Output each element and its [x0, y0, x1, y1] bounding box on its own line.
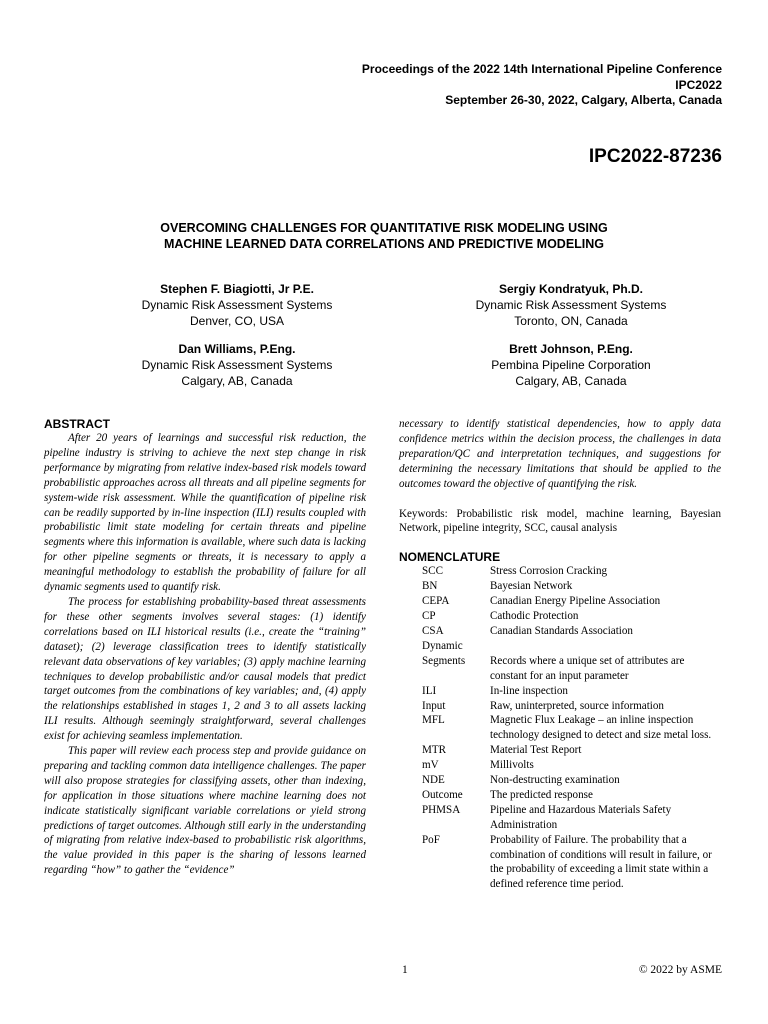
right-column	[399, 417, 721, 892]
nomenclature-heading: NOMENCLATURE	[399, 550, 501, 565]
nomenclature-definition: Magnetic Flux Leakage – an inline inspection technology designed to detect and size metal loss.	[490, 714, 712, 742]
author-name: Sergiy Kondratyuk, Ph.D.	[498, 282, 644, 296]
author-org: Pembina Pipeline Corporation	[491, 358, 651, 372]
title-line-1: OVERCOMING CHALLENGES FOR QUANTITATIVE RISK MODELING USING	[160, 221, 608, 235]
dates-location-line: September 26-30, 2022, Calgary, Alberta, Canada	[445, 93, 722, 107]
paper-id: IPC2022-87236	[588, 146, 722, 167]
abstract-paragraph-3: This paper will review each process step and provide guidance on preparing and tackling common data intelligence challenges. The paper will also propose strategies for classifying assets, other than indexing, for application in those situations where machine learning does not indicate statistically significant variable correlations or yield strong predictions of target outcomes. Although still early in the understanding of migrating from relative index-based to probabilistic risk algorithms, the value provided in this paper is the sharing of lessons learned regarding “how” to gather the “evidence”	[44, 745, 366, 877]
nomenclature-row	[422, 624, 721, 639]
author-name: Brett Johnson, P.Eng.	[509, 342, 633, 356]
author-location: Calgary, AB, Canada	[515, 374, 627, 388]
nomenclature-term: MFL	[422, 714, 445, 727]
nomenclature-definition: Canadian Standards Association	[490, 624, 633, 637]
nomenclature-row	[422, 684, 721, 699]
nomenclature-definition: Raw, uninterpreted, source information	[490, 699, 664, 712]
nomenclature-term: PoF	[422, 833, 440, 846]
nomenclature-term: MTR	[422, 744, 447, 757]
nomenclature-row	[422, 699, 721, 714]
proceedings-line: Proceedings of the 2022 14th International Pipeline Conference	[361, 62, 722, 76]
conference-line: IPC2022	[675, 77, 722, 92]
nomenclature-definition: In-line inspection	[490, 684, 568, 697]
nomenclature-definition: Probability of Failure. The probability that a combination of conditions will result in failure, or the probability of exceeding a limit state within a defined reference time period.	[490, 833, 712, 891]
nomenclature-definition: Cathodic Protection	[490, 610, 579, 623]
author-name: Stephen F. Biagiotti, Jr P.E.	[160, 282, 314, 296]
nomenclature-row	[422, 579, 721, 594]
nomenclature-definition: Stress Corrosion Cracking	[490, 565, 608, 578]
author-org: Dynamic Risk Assessment Systems	[141, 298, 333, 312]
nomenclature-term: BN	[422, 580, 438, 593]
nomenclature-row	[422, 564, 721, 579]
abstract-heading: ABSTRACT	[44, 417, 110, 431]
nomenclature-section	[399, 550, 721, 892]
author-block-3	[72, 341, 402, 389]
nomenclature-term: mV	[422, 759, 439, 772]
author-name: Dan Williams, P.Eng.	[178, 342, 296, 356]
author-location: Calgary, AB, Canada	[181, 374, 293, 388]
paper-title	[0, 220, 768, 252]
left-column	[44, 417, 366, 878]
nomenclature-definition: Material Test Report	[490, 744, 582, 757]
nomenclature-term: NDE	[422, 774, 445, 787]
author-block-4	[406, 341, 736, 389]
nomenclature-row	[422, 833, 721, 893]
nomenclature-definition: Canadian Energy Pipeline Association	[490, 595, 661, 608]
nomenclature-row	[422, 609, 721, 624]
nomenclature-row	[422, 758, 721, 773]
nomenclature-definition: Records where a unique set of attributes are constant for an input parameter	[490, 654, 685, 682]
author-location: Denver, CO, USA	[189, 314, 285, 328]
nomenclature-term: SCC	[422, 565, 443, 578]
nomenclature-definition: The predicted response	[490, 788, 593, 801]
nomenclature-definition: Non-destructing examination	[490, 774, 620, 787]
nomenclature-term: Dynamic	[422, 639, 463, 652]
abstract-paragraph-3-continued: necessary to identify statistical dependencies, how to apply data confidence metrics within the decision process, the challenges in data preparation/QC and interpretation techniques, and suggestions for determining the necessary limitations that should be applied to the outcomes toward the objective of quantifying the risk.	[399, 418, 721, 490]
nomenclature-term: Outcome	[422, 788, 463, 801]
author-block-1	[72, 281, 402, 329]
nomenclature-row	[422, 654, 721, 684]
nomenclature-term: ILI	[422, 684, 437, 697]
nomenclature-row	[422, 594, 721, 609]
keywords: Keywords: Probabilistic risk model, machine learning, Bayesian Network, pipeline integrity, SCC, causal analysis	[399, 507, 721, 535]
nomenclature-row	[422, 788, 721, 803]
conference-header	[362, 62, 722, 109]
abstract-paragraph-1: After 20 years of learnings and successful risk reduction, the pipeline industry is striving to achieve the next step change in risk performance by migrating from relative index-based risk models toward probabilistic approaches across all threats and all pipeline segments for system-wide risk assessment. While the quantification of pipeline risk can be readily supported by in-line inspection (ILI) results coupled with probabilistic limit state modeling for certain threats and pipeline segments where this information is available, where such data is lacking for other pipeline segments or threats, it is necessary to apply a meaningful methodology to establish the probability of failure for all dynamic segments used to quantify risk.	[44, 432, 366, 594]
nomenclature-row	[422, 743, 721, 758]
nomenclature-row	[422, 639, 721, 654]
nomenclature-definition	[490, 639, 721, 654]
nomenclature-definition: Bayesian Network	[490, 580, 573, 593]
nomenclature-term: CSA	[422, 624, 444, 637]
nomenclature-definition: Millivolts	[490, 759, 534, 772]
nomenclature-term: PHMSA	[422, 803, 461, 816]
nomenclature-table	[422, 564, 721, 892]
author-location: Toronto, ON, Canada	[514, 314, 628, 328]
nomenclature-term: CEPA	[422, 595, 450, 608]
title-line-2: MACHINE LEARNED DATA CORRELATIONS AND PREDICTIVE MODELING	[163, 237, 605, 251]
nomenclature-row	[422, 773, 721, 788]
copyright: © 2022 by ASME	[638, 964, 722, 976]
author-org: Dynamic Risk Assessment Systems	[475, 298, 667, 312]
nomenclature-term: Input	[422, 699, 446, 712]
author-block-2	[406, 281, 736, 329]
nomenclature-row	[422, 713, 721, 743]
page-number: 1	[402, 964, 408, 976]
abstract-paragraph-2: The process for establishing probability-based threat assessments for these other segments involves several stages: (1) identify correlations based on ILI historical results (i.e., create the “training” dataset); (2) leverage classification trees to identify statistically relevant data observations of key variables; (3) apply machine learning techniques to develop probabilistic and/or causal models that predict target outcomes from the combinations of key variables; and, (4) apply the relationships established in stages 1, 2 and 3 to all assets lacking ILI results. Although seemingly straightforward, several challenges exist for achieving seamless implementation.	[44, 595, 366, 743]
author-org: Dynamic Risk Assessment Systems	[141, 358, 333, 372]
nomenclature-row	[422, 803, 721, 833]
nomenclature-term: CP	[422, 610, 436, 623]
nomenclature-term: Segments	[422, 654, 466, 667]
nomenclature-definition: Pipeline and Hazardous Materials Safety Administration	[490, 803, 672, 831]
